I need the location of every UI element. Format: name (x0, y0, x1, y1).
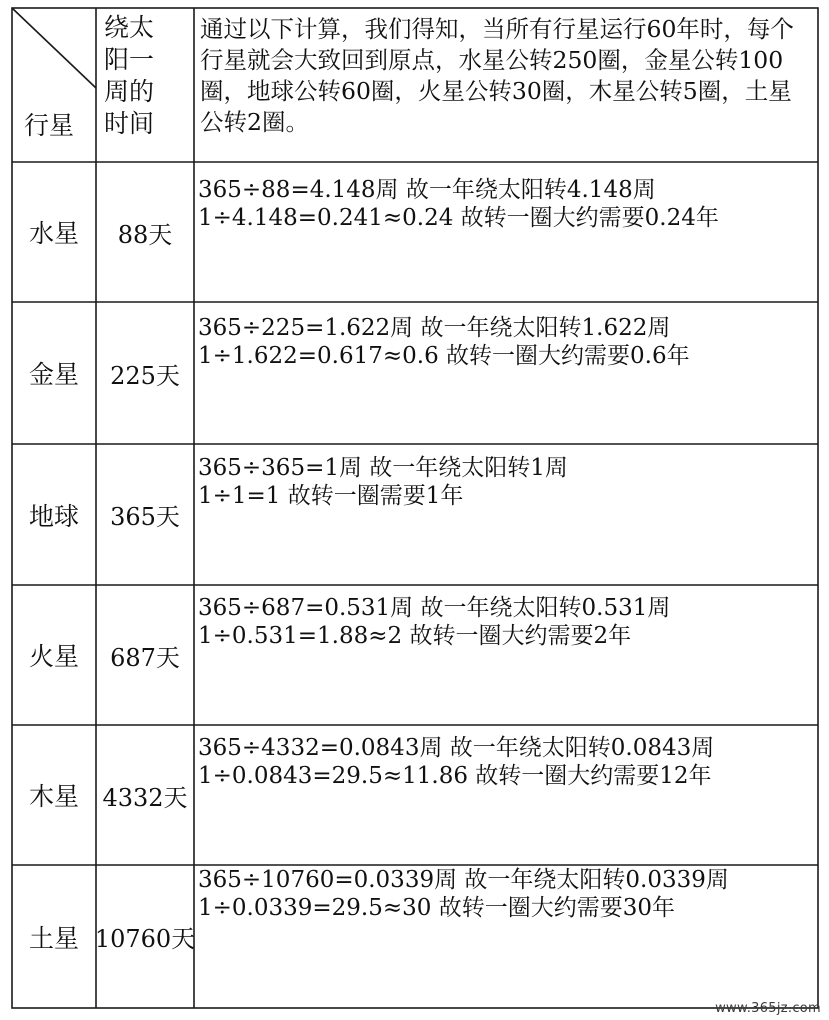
calc-line-1: 365÷687=0.531周 故一年绕太阳转0.531周 (198, 595, 671, 621)
calculation-text (198, 856, 818, 922)
orbit-period: 4332天 (102, 783, 188, 812)
planet-name: 金星 (28, 360, 79, 389)
header-summary-note: 通过以下计算，我们得知，当所有行星运行60年时，每个行星就会大致回到原点，水星公转250圈，金星公转100圈，地球公转60圈，火星公转30圈，木星公转5圈，土星公转2圈。 (200, 15, 794, 136)
orbit-period: 365天 (110, 503, 180, 531)
header-orbit-time-label (104, 12, 184, 140)
calc-line-2: 1÷0.531=1.88≈2 故转一圈大约需要2年 (198, 623, 632, 649)
calc-line-1: 365÷225=1.622周 故一年绕太阳转1.622周 (198, 315, 671, 341)
header-time-line: 阳一 (104, 45, 155, 74)
orbit-period: 88天 (117, 220, 173, 249)
calc-line-1: 365÷10760=0.0339周 故一年绕太阳转0.0339周 (198, 867, 729, 893)
calc-line-2: 1÷0.0339=29.5≈30 故转一圈大约需要30年 (198, 895, 675, 921)
calc-line-2: 1÷1.622=0.617≈0.6 故转一圈大约需要0.6年 (198, 343, 690, 369)
header-planet-label: 行星 (24, 111, 75, 140)
planet-name: 土星 (28, 923, 79, 953)
orbit-period: 10760天 (94, 925, 196, 953)
calculation-text (198, 584, 818, 650)
orbit-period: 687天 (110, 643, 180, 672)
planet-name: 火星 (28, 642, 79, 671)
calculation-text (198, 304, 818, 370)
calc-line-1: 365÷365=1周 故一年绕太阳转1周 (198, 455, 568, 481)
header-time-line: 时间 (104, 109, 155, 138)
calculation-text (198, 444, 818, 510)
site-watermark: www.365jz.com (715, 1001, 821, 1016)
planet-name: 水星 (28, 219, 79, 248)
header-time-line: 绕太 (104, 13, 155, 42)
planet-name: 地球 (28, 501, 79, 531)
orbit-period: 225天 (110, 361, 180, 390)
header-time-line: 周的 (104, 77, 155, 106)
calc-line-2: 1÷0.0843=29.5≈11.86 故转一圈大约需要12年 (198, 763, 712, 789)
planet-name: 木星 (28, 782, 79, 811)
calculation-text (198, 724, 818, 790)
calc-line-1: 365÷4332=0.0843周 故一年绕太阳转0.0843周 (198, 735, 715, 761)
calc-line-1: 365÷88=4.148周 故一年绕太阳转4.148周 (198, 177, 656, 203)
header-diagonal (12, 8, 96, 88)
calc-line-2: 1÷1=1 故转一圈需要1年 (198, 483, 464, 509)
calc-line-2: 1÷4.148=0.241≈0.24 故转一圈大约需要0.24年 (198, 205, 719, 231)
calculation-text (198, 166, 818, 232)
